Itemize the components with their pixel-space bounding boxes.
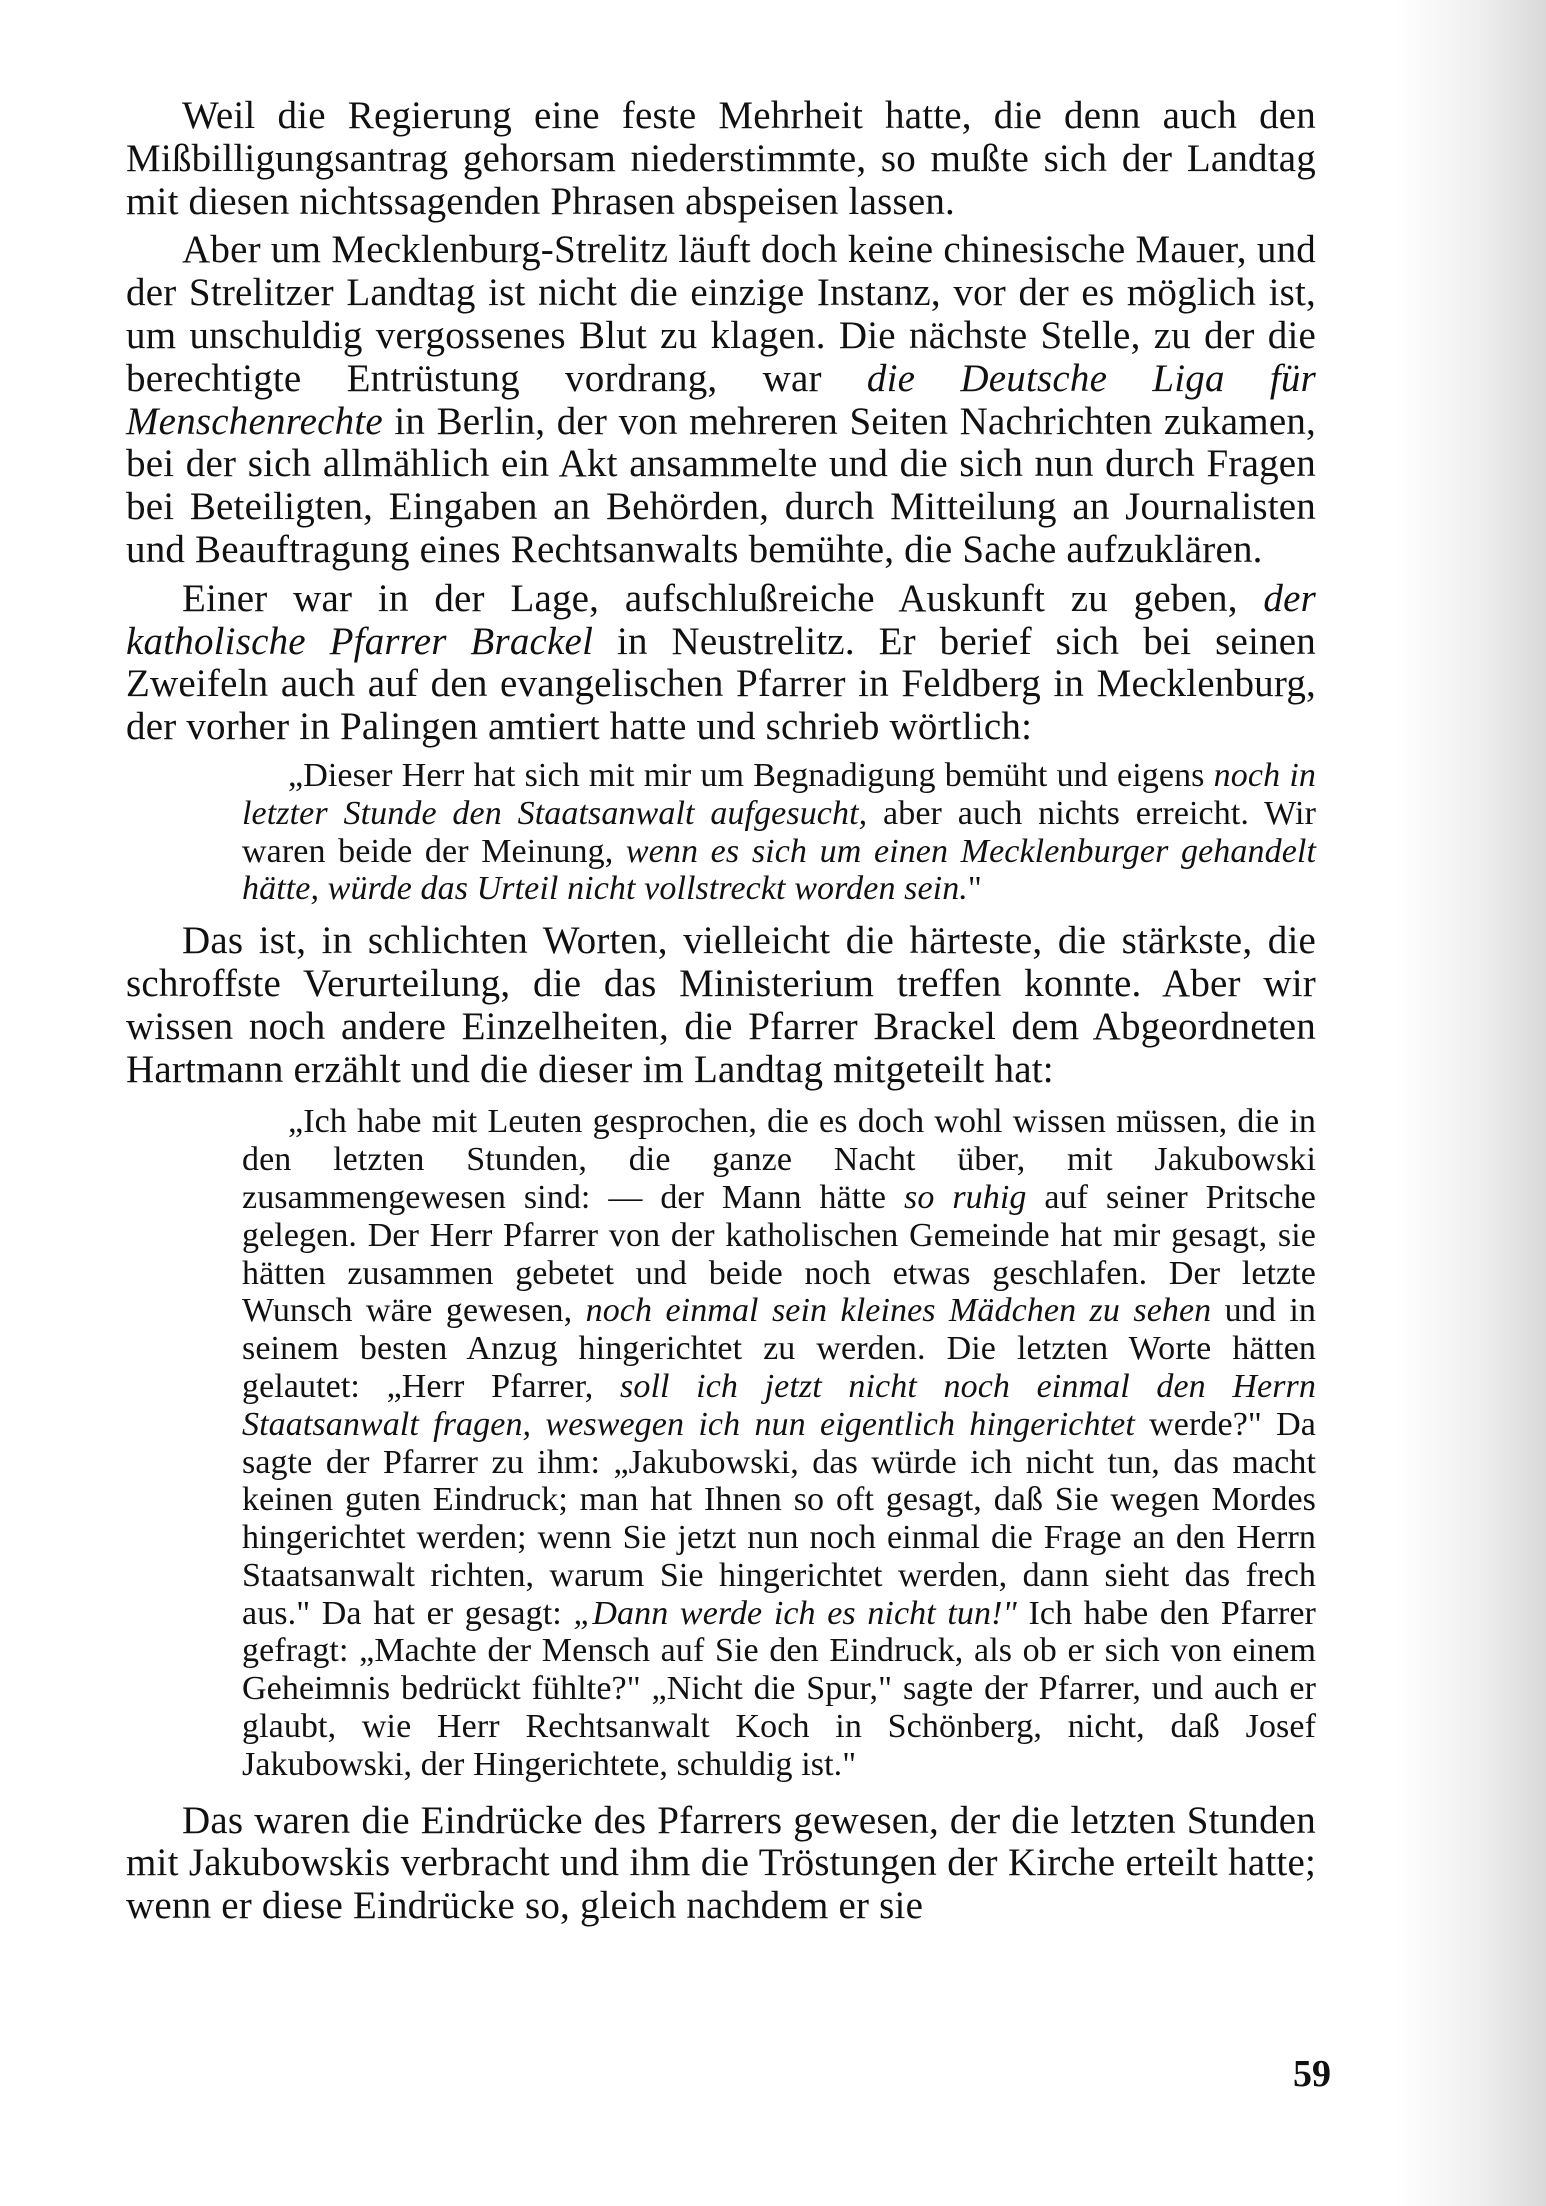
quote-2-text-g: werde?" Da sagte der Pfarrer zu ihm: „Jakubowski, das würde ich nicht tun, das macht keinen guten Eindruck; man hat Ihnen so oft gesagt, daß Sie wegen Mordes hingerichtet werden; wenn Sie jetzt nun noch einmal die Frage an den Herrn Staatsanwalt richten, warum Sie hingerichtet werden, dann sieht das frech aus." Da hat er gesagt: — [242, 1405, 1316, 1632]
paragraph-5: Das waren die Eindrücke des Pfarrers gewesen, der die letzten Stunden mit Jakubowskis verbracht und ihm die Tröstungen der Kirche erteilt hatte; wenn er diese Eindrücke so, gleich nachdem er sie — [126, 1798, 1316, 1928]
quote-1-text-c: aber auch nichts erreicht. Wir waren beide der Meinung, — [242, 794, 1316, 870]
paragraph-4: Das ist, in schlichten Worten, vielleicht die härteste, die stärkste, die schroffste Verurteilung, die das Ministerium treffen konnte. Aber wir wissen noch andere Einzelheiten, die Pfarrer Brackel dem Abgeordneten Hartmann erzählt und die dieser im Landtag mitgeteilt hat: — [126, 919, 1316, 1091]
block-quote-1 — [126, 757, 1316, 908]
paragraph-2-text-a: Aber um Mecklenburg-Strelitz läuft doch keine chinesische Mauer, und der Strelitzer Landtag ist nicht die einzige Instanz, vor der es möglich ist, um unschuldig vergossenes Blut zu klagen. Die nächste Stelle, zu der die berechtigte Entrüstung vordrang, war — [126, 228, 1316, 400]
paragraph-3-text-a: Einer war in der Lage, aufschlußreiche Auskunft zu geben, — [182, 576, 1264, 620]
quote-2-italic-b: so ruhig — [904, 1178, 1027, 1216]
paragraph-3 — [126, 578, 1316, 749]
block-quote-2 — [126, 1103, 1316, 1783]
paragraph-2-italic-org: die Deutsche Liga für Menschenrechte — [126, 356, 1316, 443]
page-edge-shadow — [1396, 0, 1546, 2206]
paragraph-3-italic-name: der katholische Pfarrer Brackel — [126, 576, 1316, 663]
quote-2-text-e: und in seinem besten Anzug hingerichtet zu werden. Die letzten Worte hätten gelautet: „Herr Pfarrer, — [242, 1292, 1316, 1405]
quote-1-text-e: " — [967, 870, 982, 908]
paragraph-1: Weil die Regierung eine feste Mehrheit hatte, die denn auch den Mißbilligungsantrag gehorsam niederstimmte, so mußte sich der Landtag mit diesen nichtssagenden Phrasen abspeisen lassen. — [126, 94, 1316, 223]
quote-2-text-a: „Ich habe mit Leuten gesprochen, die es doch wohl wissen müssen, die in den letzten Stunden, die ganze Nacht über, mit Jakubowski zusammengewesen sind: — der Mann hätte — [242, 1103, 1316, 1216]
quote-2-text-i: Ich habe den Pfarrer gefragt: „Machte der Mensch auf Sie den Eindruck, als ob er sich von einem Geheimnis bedrückt fühlte?" „Nicht die Spur," sagte der Pfarrer, und auch er glaubt, wie Herr Rechtsanwalt Koch in Schönberg, nicht, daß Josef Jakubowski, der Hingerichtete, schuldig ist." — [242, 1594, 1316, 1783]
page-text-body — [126, 95, 1316, 1934]
quote-2-text-c: auf seiner Pritsche gelegen. Der Herr Pfarrer von der katholischen Gemeinde hat mir gesagt, sie hätten zusammen gebetet und beide noch etwas geschlafen. Der letzte Wunsch wäre gewesen, — [242, 1178, 1316, 1330]
quote-2-italic-d: noch einmal sein kleines Mädchen zu sehen — [585, 1292, 1212, 1330]
quote-1-italic-b: noch in letzter Stunde den Staatsanwalt aufgesucht, — [242, 756, 1316, 832]
quote-2-italic-h: „Dann werde ich es nicht tun!" — [573, 1594, 1017, 1632]
quote-2-italic-f: soll ich jetzt nicht noch einmal den Herrn Staatsanwalt fragen, weswegen ich nun eigentlich hingerichtet — [242, 1367, 1316, 1443]
quote-1-italic-d: wenn es sich um einen Mecklenburger gehandelt hätte, würde das Urteil nicht vollstreckt worden sein. — [242, 832, 1316, 908]
page-number: 59 — [1293, 2053, 1331, 2095]
paragraph-3-text-c: in Neustrelitz. Er berief sich bei seinen Zweifeln auch auf den evangelischen Pfarrer in Feldberg in Mecklenburg, der vorher in Palingen amtiert hatte und schrieb wörtlich: — [126, 619, 1316, 749]
paragraph-2 — [126, 229, 1316, 571]
paragraph-2-text-c: in Berlin, der von mehreren Seiten Nachrichten zukamen, bei der sich allmählich ein Akt ansammelte und die sich nun durch Fragen bei Beteiligten, Eingaben an Behörden, durch Mitteilung an Journalisten und Beauftragung eines Rechtsanwalts bemühte, die Sache aufzuklären. — [126, 399, 1316, 571]
quote-1-text-a: „Dieser Herr hat sich mit mir um Begnadigung bemüht und eigens — [288, 756, 1214, 794]
